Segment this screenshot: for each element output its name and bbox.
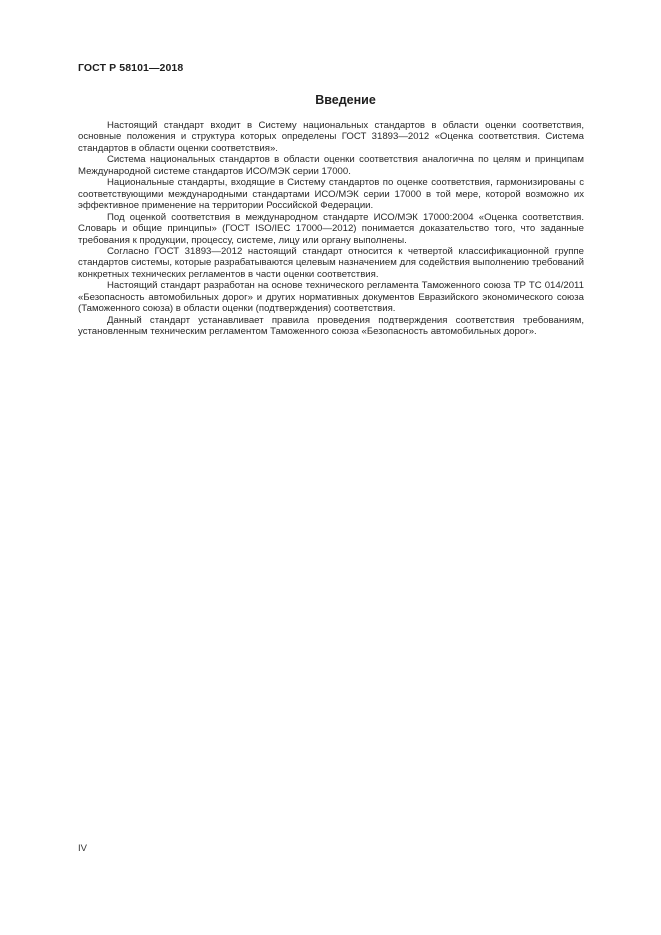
paragraph: Согласно ГОСТ 31893—2012 настоящий стандарт относится к четвертой классификационной группе стандартов системы, которые разрабатываются целевым назначением для содействия выполнению требований конкретных технических регламентов в части оценки соответствия. (78, 245, 584, 280)
paragraph: Настоящий стандарт разработан на основе технического регламента Таможенного союза ТР ТС 014/2011 «Безопасность автомобильных дорог» и других нормативных документов Евразийского экономического союза (Таможенного союза) в области оценки (подтверждения) соответствия. (78, 280, 584, 315)
paragraph: Национальные стандарты, входящие в Систему стандартов по оценке соответствия, гармонизированы с соответствующими международными стандартами ИСО/МЭК серии 17000 в той мере, которой возможно их эффективное применение на территории Российской Федерации. (78, 177, 584, 212)
document-header: ГОСТ Р 58101—2018 (78, 62, 184, 74)
section-title: Введение (315, 93, 376, 107)
paragraph: Под оценкой соответствия в международном стандарте ИСО/МЭК 17000:2004 «Оценка соответствия. Словарь и общие принципы» (ГОСТ ISO/IEC 17000—2012) понимается доказательство того, что заданные требования к продукции, процессу, системе, лицу или органу выполнены. (78, 211, 584, 246)
paragraph: Система национальных стандартов в области оценки соответствия аналогична по целям и принципам Международной системе стандартов ИСО/МЭК серии 17000. (78, 154, 584, 177)
introduction-body (78, 120, 584, 338)
page-number: IV (78, 843, 87, 854)
paragraph: Данный стандарт устанавливает правила проведения подтверждения соответствия требованиям, установленным техническим регламентом Таможенного союза «Безопасность автомобильных дорог». (78, 314, 584, 338)
paragraph: Настоящий стандарт входит в Систему национальных стандартов в области оценки соответствия, основные положения и структура которых определены ГОСТ 31893—2012 «Оценка соответствия. Система стандартов в области оценки соответствия». (78, 120, 584, 154)
